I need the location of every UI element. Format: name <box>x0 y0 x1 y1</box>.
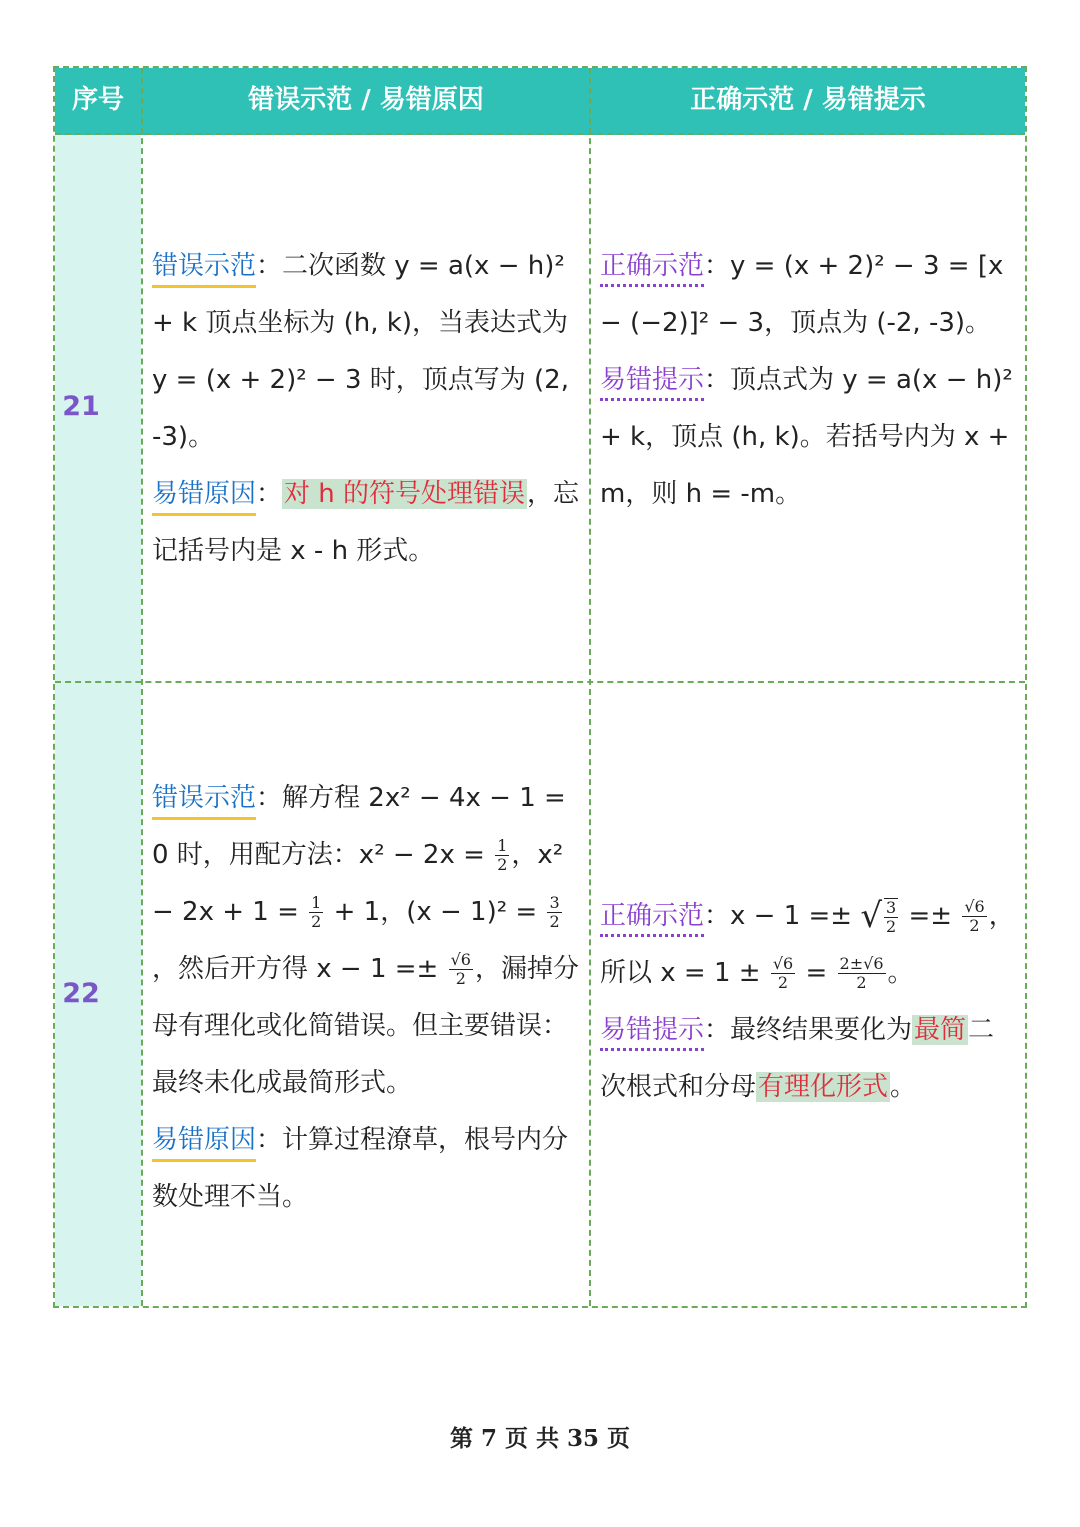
tip-label: 易错提示 <box>600 364 704 401</box>
error-reason-text: ：计算过程潦草，根号内分数处理不当。 <box>152 1125 569 1212</box>
row-number-22: 22 <box>62 978 100 1009</box>
fraction-half-2: $\frac{1}{2}$ <box>311 893 322 931</box>
wrong-text-5: ，漏掉分母有理化或化简错误。但主要错误：最终未化成最简形式。 <box>152 954 579 1098</box>
wrong-example-label: 错误示范 <box>152 782 256 820</box>
error-reason-label: 易错原因 <box>152 1124 256 1162</box>
tip-highlight-2: 有理化形式 <box>758 1072 889 1102</box>
fraction-sqrt-3-2: $\frac{3}{2}$ <box>886 897 897 936</box>
wrong-text-3: + 1，(x − 1)² = <box>325 897 546 927</box>
wrong-text-4: ，然后开方得 x − 1 =± <box>152 954 447 984</box>
right-text-5: 。 <box>887 958 914 988</box>
correct-example-label: 正确示范 <box>600 900 704 937</box>
header-no: 序号 <box>71 85 124 115</box>
wrong-example-label: 错误示范 <box>152 250 256 288</box>
correct-example-text: ：y = (x + 2)² − 3 = [x − (−2)]² − 3，顶点为 (-2, -3)。 <box>600 251 1004 338</box>
error-reason-highlight: 对 h 的符号处理错误 <box>284 479 526 509</box>
divider-2 <box>589 68 591 1306</box>
row21-wrong-cell <box>152 238 580 580</box>
tip-text: ：顶点式为 y = a(x − h)² + k，顶点 (h, k)。若括号内为 x + m，则 h = -m。 <box>600 365 1013 509</box>
fraction-root6-half-2: $\frac{√6}{2}$ <box>772 954 794 992</box>
wrong-example-text: ：二次函数 y = a(x − h)² + k 顶点坐标为 (h, k)，当表达式为 y = (x + 2)² − 3 时，顶点写为 (2, -3)。 <box>152 251 569 452</box>
correct-example-label: 正确示范 <box>600 250 704 287</box>
fraction-half: $\frac{1}{2}$ <box>497 836 508 874</box>
header-wrong: 错误示范 / 易错原因 <box>248 85 484 115</box>
fraction-root6-half: $\frac{√6}{2}$ <box>964 897 985 935</box>
error-reason-text: ，忘记括号内是 x - h 形式。 <box>152 479 580 566</box>
right-text-2: =± <box>900 901 961 931</box>
fraction-three-halves: $\frac{3}{2}$ <box>549 893 560 931</box>
row22-right-cell <box>600 888 1020 1116</box>
number-column <box>55 135 141 1306</box>
right-text-1: ：x − 1 =± <box>704 901 861 931</box>
table-header <box>55 68 1025 135</box>
fraction-final: $\frac{2\pm√6}{2}$ <box>839 954 884 992</box>
row22-wrong-cell <box>152 770 582 1226</box>
tip-label: 易错提示 <box>600 1014 704 1051</box>
notes-table <box>53 66 1027 1308</box>
error-reason-label: 易错原因 <box>152 478 256 516</box>
row21-right-cell <box>600 238 1020 523</box>
header-right: 正确示范 / 易错提示 <box>690 85 926 115</box>
wrong-text-2: ，x² − 2x + 1 = <box>152 840 564 927</box>
page-footer: 第 7 页 共 35 页 <box>449 1425 631 1452</box>
right-text-4: = <box>797 958 836 988</box>
row-number-21: 21 <box>62 391 100 422</box>
tip-highlight-1: 最简 <box>914 1015 967 1045</box>
divider-1 <box>141 68 143 1306</box>
tip-end: 。 <box>890 1072 917 1102</box>
sqrt-icon: √ <box>860 896 883 936</box>
error-reason-colon: ： <box>256 479 283 509</box>
row-divider <box>55 681 1025 683</box>
wrong-text-1: ：解方程 2x² − 4x − 1 = 0 时，用配方法：x² − 2x = <box>152 783 566 870</box>
tip-middle: 二次根式和分母 <box>600 1015 995 1102</box>
right-text-3: ，所以 x = 1 ± <box>600 901 1015 988</box>
fraction-root6-half: $\frac{√6}{2}$ <box>450 950 471 988</box>
tip-text: ：最终结果要化为 <box>704 1015 913 1045</box>
